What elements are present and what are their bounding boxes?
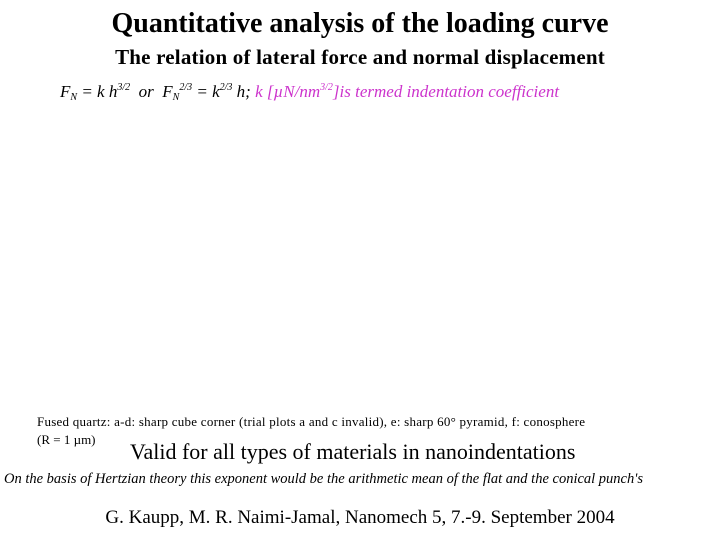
formula-eq2: = k <box>192 82 220 101</box>
figure-caption-line1: Fused quartz: a-d: sharp cube corner (trial plots a and c invalid), e: sharp 60° pyramid, f: conosphere <box>37 414 586 429</box>
coefficient-note-start: k [µN/nm <box>255 82 321 101</box>
coefficient-note <box>255 82 559 101</box>
formula-f2-exp: 2/3 <box>179 82 193 93</box>
formula-k-exp: 2/3 <box>219 82 233 93</box>
slide-subtitle: The relation of lateral force and normal displacement <box>115 45 605 69</box>
formula-eq1: = k h <box>77 82 118 101</box>
citation: G. Kaupp, M. R. Naimi-Jamal, Nanomech 5, 7.-9. September 2004 <box>105 507 615 528</box>
figure-caption-line2: (R = 1 µm) <box>37 432 96 447</box>
figure-area <box>30 104 690 408</box>
formula-tail: h; <box>232 82 256 101</box>
formula-exp1: 3/2 <box>117 82 131 93</box>
formula-f-subscript: N <box>70 92 78 103</box>
coefficient-note-end: ]is termed indentation coefficient <box>332 82 560 101</box>
formula-or: or <box>130 82 163 101</box>
hertzian-note: On the basis of Hertzian theory this exponent would be the arithmetic mean of the flat and the conical punch's <box>4 471 643 487</box>
validity-statement: Valid for all types of materials in nanoindentations <box>130 439 576 464</box>
formula-f2: F <box>162 82 173 101</box>
formula-f: F <box>60 82 71 101</box>
slide-title: Quantitative analysis of the loading curve <box>111 8 609 39</box>
coefficient-note-exp: 3/2 <box>320 82 333 93</box>
formula-f2-subscript: N <box>172 92 180 103</box>
